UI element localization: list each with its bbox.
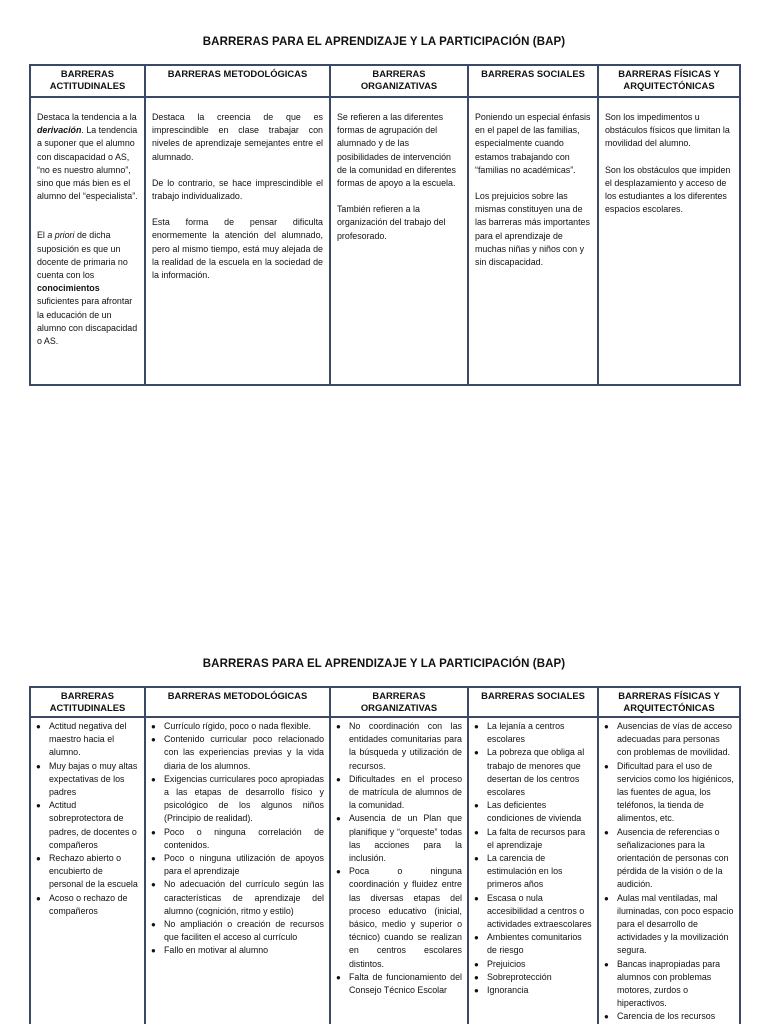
paragraph: Son los obstáculos que impiden el desplazamiento y acceso de los estudiantes a los diferentes espacios escolares. (605, 164, 731, 215)
list-item: ● Muy bajas o muy altas expectativas de los padres (36, 760, 139, 800)
list-item: ● Dificultades en el proceso de matrícula de alumnos de la comunidad. (336, 773, 462, 813)
list-item: ● Actitud negativa del maestro hacia el alumno. (36, 720, 139, 760)
cell-sociales (468, 717, 598, 1024)
list-item: ● Prejuicios (474, 958, 592, 971)
paragraph: Los prejuicios sobre las mismas constituyen una de las barreras más importantes para el aprendizaje de muchas niñas y niños con y sin discapacidad. (475, 191, 590, 268)
cell-metodologicas (145, 717, 330, 1024)
cell-fisicas (598, 717, 740, 1024)
cell-actitudinales (30, 97, 145, 385)
list-item: ● Acoso o rechazo de compañeros (36, 892, 139, 918)
list-item: ● Actitud sobreprotectora de padres, de docentes o compañeros (36, 799, 139, 852)
table-header-row (30, 65, 740, 97)
page-title: BARRERAS PARA EL APRENDIZAJE Y LA PARTICIPACIÓN (BAP) (202, 36, 566, 48)
paragraph: Destaca la creencia de que es imprescindible en clase trabajar con niveles de aprendizaje semejantes entre el alumnado. (152, 112, 323, 162)
cell-fisicas (598, 97, 740, 385)
paragraph: Destaca la tendencia a la derivación. La tendencia a suponer que el alumno con discapacidad o AS, “no es nuestro alumno”, sino que más bien es el alumno del “especialista”. (37, 112, 138, 202)
cell-sociales (468, 97, 598, 385)
header-fisicas: BARRERAS FÍSICAS Y ARQUITECTÓNICAS (598, 65, 740, 97)
list-item: ● Rechazo abierto o encubierto de personal de la escuela (36, 852, 139, 892)
list-item: ● Exigencias curriculares poco apropiadas a las etapas de desarrollo físico y psicológico de los algunos niños (Principio de realidad). (151, 773, 324, 826)
list-item: ● Poca o ninguna coordinación y fluidez entre las diversas etapas del proceso educativo (inicial, básico, medio y superior o técnico) cuando se realizan en centros escolares distintos. (336, 865, 462, 971)
list-item: ● Currículo rígido, poco o nada flexible. (151, 720, 324, 733)
paragraph: Esta forma de pensar dificulta enormemente la atención del alumnado, pero al mismo tiempo, está muy alejada de la realidad de la escuela en la sociedad de la información. (152, 217, 323, 281)
header-metodologicas: BARRERAS METODOLÓGICAS (145, 687, 330, 717)
paragraph: Son los impedimentos u obstáculos físicos que limitan la movilidad del alumno. (605, 112, 730, 149)
paragraph: Se refieren a las diferentes formas de agrupación del alumnado y de las posibilidades de intervención de la comunidad en diferentes formas de apoyo a la escuela. (337, 112, 456, 189)
top-section (0, 0, 768, 400)
list-item: ● Carencia de los recursos (604, 1010, 734, 1023)
list-item: ● Ignorancia (474, 984, 592, 997)
header-fisicas: BARRERAS FÍSICAS Y ARQUITECTÓNICAS (598, 687, 740, 717)
bullet-list (151, 720, 324, 958)
header-metodologicas: BARRERAS METODOLÓGICAS (145, 65, 330, 97)
paragraph: El a priori de dicha suposición es que un docente de primaria no cuenta con los conocimientos suficientes para afrontar la educación de un alumno con discapacidad o AS. (37, 230, 138, 347)
list-item: ● Escasa o nula accesibilidad a centros o actividades extraescolares (474, 892, 592, 932)
header-actitudinales: BARRERAS ACTITUDINALES (30, 687, 145, 717)
list-item: ● Ambientes comunitarios de riesgo (474, 931, 592, 957)
bullet-list (604, 720, 734, 1024)
list-item: ● No coordinación con las entidades comunitarias para la búsqueda y utilización de recursos. (336, 720, 462, 773)
header-organizativas: BARRERAS ORGANIZATIVAS (330, 687, 468, 717)
list-item: ● Poco o ninguna utilización de apoyos para el aprendizaje (151, 852, 324, 878)
list-item: ● Falta de funcionamiento del Consejo Técnico Escolar (336, 971, 462, 997)
cell-metodologicas (145, 97, 330, 385)
list-item: ● Contenido curricular poco relacionado con las experiencias previas y la vida diaria de los alumnos. (151, 733, 324, 773)
paragraph: También refieren a la organización del trabajo del profesorado. (337, 204, 446, 241)
cell-organizativas (330, 717, 468, 1024)
header-sociales: BARRERAS SOCIALES (468, 65, 598, 97)
bottom-section (0, 620, 768, 1024)
list-item: ● La lejanía a centros escolares (474, 720, 592, 746)
list-item: ● La pobreza que obliga al trabajo de menores que desertan de los centros escolares (474, 746, 592, 799)
header-actitudinales: BARRERAS ACTITUDINALES (30, 65, 145, 97)
list-item: ● Fallo en motivar al alumno (151, 944, 324, 957)
cell-organizativas (330, 97, 468, 385)
header-sociales: BARRERAS SOCIALES (468, 687, 598, 717)
table-header-row (30, 687, 740, 717)
list-item: ● Las deficientes condiciones de vivienda (474, 799, 592, 825)
table-row (30, 97, 740, 385)
list-item: ● Dificultad para el uso de servicios como los higiénicos, las fuentes de agua, los teléfonos, la tienda de alimentos, etc. (604, 760, 734, 826)
bullet-list (474, 720, 592, 997)
list-item: ● Aulas mal ventiladas, mal iluminadas, con poco espacio para el desarrollo de actividades y la movilización segura. (604, 892, 734, 958)
list-item: ● La falta de recursos para el aprendizaje (474, 826, 592, 852)
list-item: ● Ausencia de referencias o señalizaciones para la orientación de personas con pérdida de la visión o de la audición. (604, 826, 734, 892)
paragraph: De lo contrario, se hace imprescindible el trabajo individualizado. (152, 177, 323, 202)
list-item: ● Ausencias de vías de acceso adecuadas para personas con problemas de movilidad. (604, 720, 734, 760)
bullet-list (336, 720, 462, 997)
cell-actitudinales (30, 717, 145, 1024)
list-item: ● Sobreprotección (474, 971, 592, 984)
header-organizativas: BARRERAS ORGANIZATIVAS (330, 65, 468, 97)
bap-table-top (29, 64, 741, 386)
list-item: ● Bancas inapropiadas para alumnos con problemas motores, zurdos o hiperactivos. (604, 958, 734, 1011)
page-title: BARRERAS PARA EL APRENDIZAJE Y LA PARTICIPACIÓN (BAP) (202, 658, 566, 670)
bullet-list (36, 720, 139, 918)
list-item: ● La carencia de estimulación en los primeros años (474, 852, 592, 892)
bap-table-bottom (29, 686, 741, 1024)
table-row (30, 717, 740, 1024)
paragraph: Poniendo un especial énfasis en el papel de las familias, especialmente cuando estamos trabajando con “familias no académicas”. (475, 112, 591, 175)
list-item: ● Poco o ninguna correlación de contenidos. (151, 826, 324, 852)
list-item: ● Ausencia de un Plan que planifique y “orqueste” todas las acciones para la inclusión. (336, 812, 462, 865)
list-item: ● No adecuación del currículo según las características de aprendizaje del alumno (cognición, ritmo y estilo) (151, 878, 324, 918)
list-item: ● No ampliación o creación de recursos que faciliten el acceso al currículo (151, 918, 324, 944)
